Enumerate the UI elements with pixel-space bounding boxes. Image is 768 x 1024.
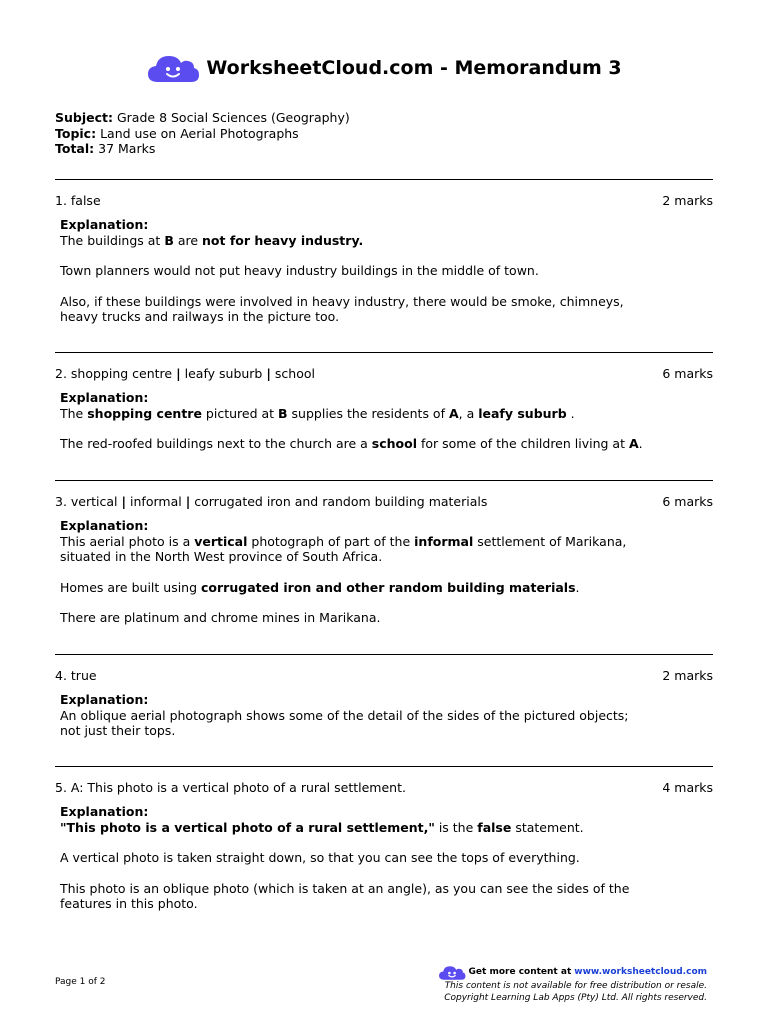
total-value: 37 Marks xyxy=(98,141,156,156)
explanation-paragraph: This aerial photo is a vertical photograph of part of the informal settlement of Marikana, situated in the North West province of South Africa. xyxy=(60,533,627,564)
explanation-label: Explanation: xyxy=(60,217,149,232)
explanation-label: Explanation: xyxy=(60,804,149,819)
divider xyxy=(55,766,713,767)
page-header xyxy=(0,52,768,84)
explanation xyxy=(60,390,650,452)
marks: 6 marks xyxy=(662,366,713,381)
question-4 xyxy=(55,654,713,754)
topic-value: Land use on Aerial Photographs xyxy=(100,125,299,141)
explanation xyxy=(60,804,650,912)
question-3 xyxy=(55,480,713,641)
divider xyxy=(55,179,713,180)
total-line xyxy=(55,141,350,157)
explanation xyxy=(60,217,650,325)
answer: 4. true xyxy=(55,668,97,683)
topic-label: Topic: xyxy=(55,125,97,141)
explanation-paragraph: This photo is an oblique photo (which is taken at an angle), as you can see the sides of the features in this photo. xyxy=(60,880,630,911)
divider xyxy=(55,480,713,481)
question-1 xyxy=(55,179,713,340)
copyright-notice: Copyright Learning Lab Apps (Pty) Ltd. All rights reserved. xyxy=(444,992,707,1003)
page-title: WorksheetCloud.com - Memorandum 3 xyxy=(206,57,622,79)
explanation-paragraph: "This photo is a vertical photo of a rural settlement," is the false statement. xyxy=(60,819,584,835)
explanation-label: Explanation: xyxy=(60,692,149,707)
explanation-paragraph: Homes are built using corrugated iron and other random building materials. xyxy=(60,579,580,595)
question-2 xyxy=(55,352,713,467)
distribution-notice: This content is not available for free distribution or resale. xyxy=(444,981,707,991)
marks: 2 marks xyxy=(662,193,713,208)
subject-line xyxy=(55,110,350,126)
explanation xyxy=(60,692,650,739)
marks: 2 marks xyxy=(662,668,713,683)
cloud-smiley-icon xyxy=(438,964,466,981)
divider xyxy=(55,654,713,655)
explanation-paragraph: Also, if these buildings were involved in heavy industry, there would be smoke, chimneys, heavy trucks and railways in the picture too. xyxy=(60,293,624,324)
divider xyxy=(55,352,713,353)
subject-label: Subject: xyxy=(55,110,113,125)
explanation-paragraph: An oblique aerial photograph shows some of the detail of the sides of the pictured objects; not just their tops. xyxy=(60,707,629,738)
explanation-paragraph: The red-roofed buildings next to the church are a school for some of the children living at A. xyxy=(60,436,643,451)
cloud-smiley-icon xyxy=(146,52,200,84)
explanation-label: Explanation: xyxy=(60,518,149,533)
marks: 6 marks xyxy=(662,494,713,509)
explanation-paragraph: The buildings at B are not for heavy industry. xyxy=(60,232,364,248)
question-5 xyxy=(55,766,713,927)
explanation-label: Explanation: xyxy=(60,390,149,405)
answer: 5. A: This photo is a vertical photo of a rural settlement. xyxy=(55,780,406,795)
marks: 4 marks xyxy=(662,780,713,795)
worksheet-meta xyxy=(55,110,350,157)
answer: 1. false xyxy=(55,193,101,208)
answer: 2. shopping centre | leafy suburb | school xyxy=(55,366,315,381)
page-number: Page 1 of 2 xyxy=(55,977,106,987)
explanation-paragraph: Town planners would not put heavy industry buildings in the middle of town. xyxy=(60,263,539,278)
subject-value: Grade 8 Social Sciences (Geography) xyxy=(116,110,350,125)
explanation-paragraph: The shopping centre pictured at B supplies the residents of A, a leafy suburb . xyxy=(60,405,575,421)
explanation-paragraph: A vertical photo is taken straight down, so that you can see the tops of everything. xyxy=(60,850,580,865)
promo-text: Get more content at xyxy=(468,966,572,977)
explanation-paragraph: There are platinum and chrome mines in Marikana. xyxy=(60,610,381,625)
footer-notice xyxy=(438,964,707,1004)
topic-line xyxy=(55,126,350,142)
total-label: Total: xyxy=(55,141,95,156)
answer: 3. vertical | informal | corrugated iron and random building materials xyxy=(55,494,488,509)
explanation xyxy=(60,518,650,626)
website-link[interactable]: www.worksheetcloud.com xyxy=(574,966,707,977)
